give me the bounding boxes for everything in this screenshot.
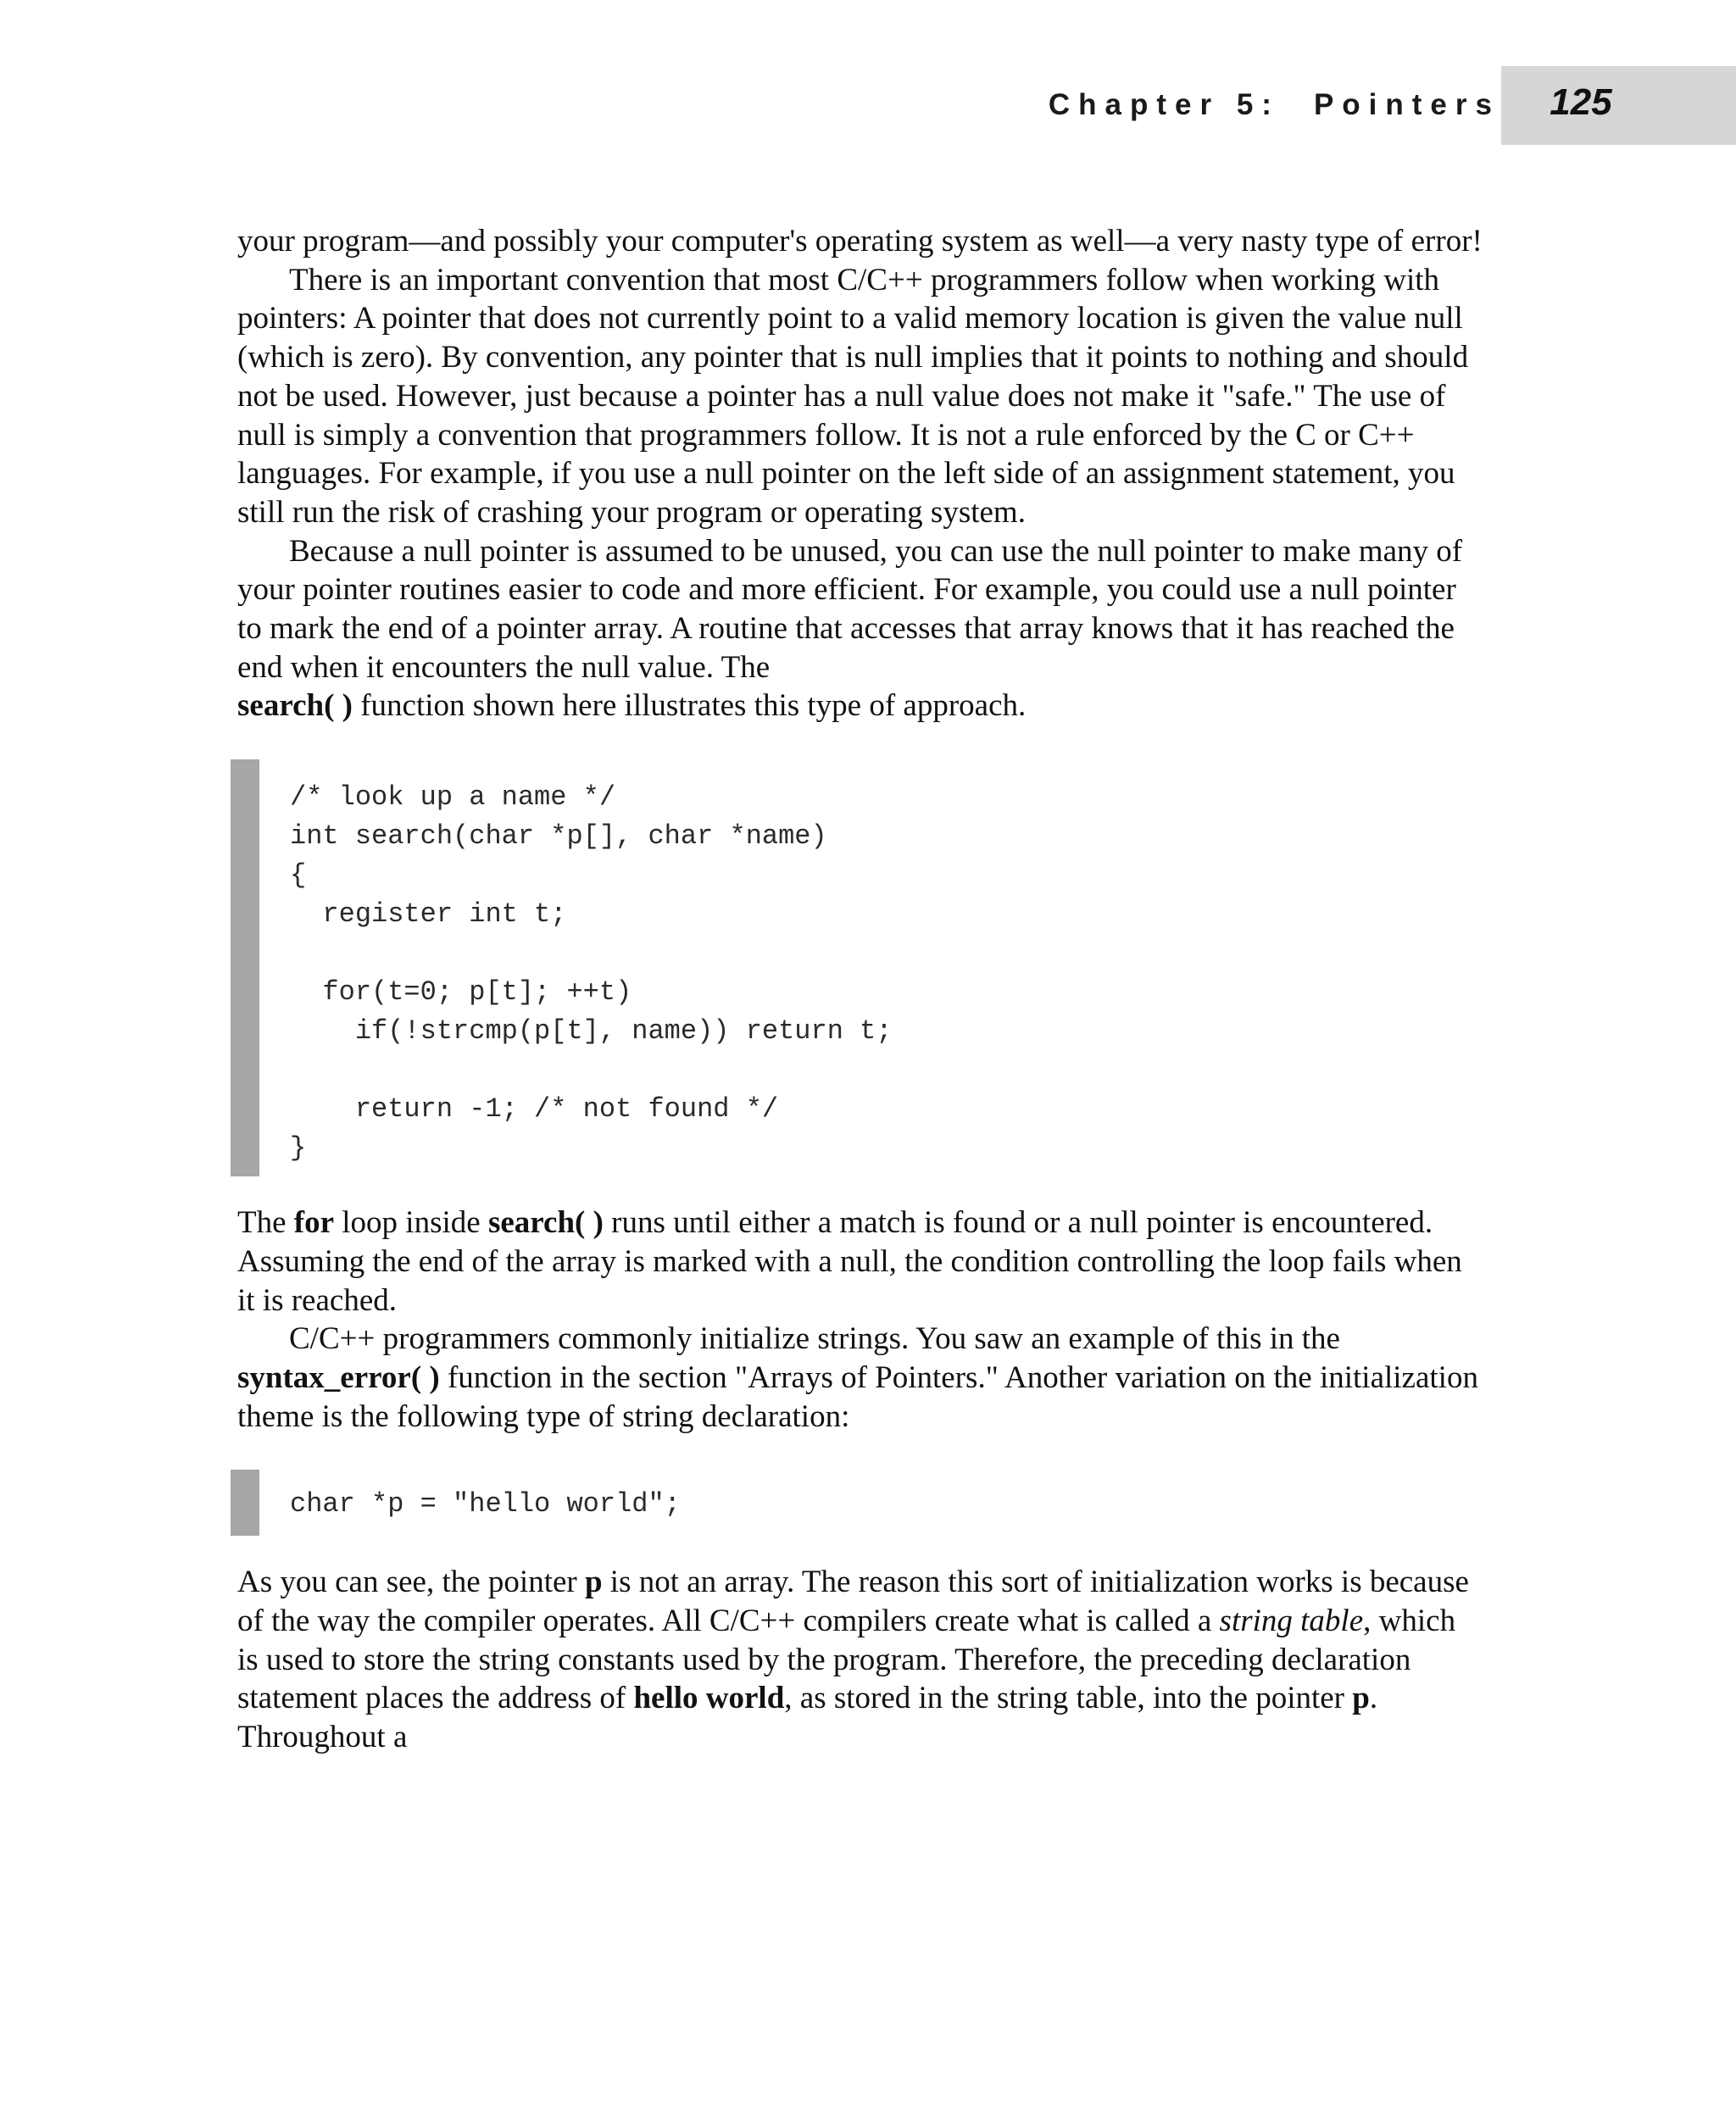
paragraph-1 — [237, 222, 1483, 261]
paragraph-6-text: , which is used to store the string constants used by the program. Therefore, the preceding declaration statement places the address of — [237, 1604, 1456, 1716]
paragraph-6-text: As you can see, the pointer — [237, 1565, 577, 1600]
inline-code-search: search( ) — [237, 688, 353, 724]
code-line: for(t=0; p[t]; ++t) — [290, 976, 632, 1009]
inline-code-p: p — [584, 1565, 603, 1600]
paragraph-6 — [237, 1563, 1483, 1757]
code-listing-search — [237, 759, 1483, 1176]
code-line: register int t; — [290, 898, 567, 931]
code-line: } — [290, 1132, 307, 1165]
code-line: if(!strcmp(p[t], name)) return t; — [290, 1015, 893, 1048]
code-line: return -1; /* not found */ — [290, 1093, 779, 1126]
page-body — [237, 222, 1483, 1757]
code-line: /* look up a name */ — [290, 781, 616, 814]
paragraph-4-text: runs until either a match is found or a null pointer is encountered. Assuming the end of the array is marked with a null, the condition controlling the loop fails when it is reached. — [237, 1205, 1462, 1318]
paragraph-6-text: . Throughout a — [237, 1681, 1378, 1755]
paragraph-6-text: , as stored in the string table, into the pointer — [784, 1681, 1345, 1716]
paragraph-1-text: your program—and possibly your computer's operating system as well—a very nasty type of error! — [237, 224, 1483, 259]
code-line: { — [290, 859, 307, 892]
paragraph-5-text: function in the section "Arrays of Pointers." Another variation on the initialization theme is the following type of string declaration: — [237, 1359, 1478, 1434]
emphasis-string-table: string table — [1219, 1604, 1364, 1639]
chapter-label: Chapter 5: — [1048, 88, 1280, 121]
inline-code-syntax-error: syntax_error( ) — [237, 1359, 440, 1395]
paragraph-3-text: Because a null pointer is assumed to be unused, you can use the null pointer to make many of your pointer routines easier to code and more efficient. For example, you could use a null pointer to mark the end of a pointer array. A routine that accesses that array knows that it has reached the end when it encounters the null value. The — [237, 533, 1463, 685]
paragraph-2-text: There is an important convention that most C/C++ programmers follow when working with pointers: A pointer that does not currently point to a valid memory location is given the value null (which is zero). By convention, any pointer that is null implies that it points to nothing and should not be used. However, just because a pointer has a null value does not make it "safe." The use of null is simply a convention that programmers follow. It is not a rule enforced by the C or C++ languages. For example, if you use a null pointer on the left side of an assignment statement, you still run the risk of crashing your program or operating system. — [237, 262, 1469, 530]
code-line: int search(char *p[], char *name) — [290, 820, 827, 853]
inline-code-p: p — [1352, 1681, 1370, 1716]
paragraph-4-text: loop inside — [342, 1205, 481, 1241]
inline-code-hello-world: hello world — [633, 1681, 785, 1716]
code-margin-bar — [231, 1470, 259, 1536]
code-line — [290, 1051, 1483, 1090]
code-line: char *p = "hello world"; — [290, 1488, 681, 1520]
paragraph-3 — [237, 532, 1483, 726]
inline-code-search: search( ) — [487, 1205, 604, 1241]
code-line — [290, 934, 1483, 973]
paragraph-5-text: C/C++ programmers commonly initialize strings. You saw an example of this in the — [289, 1321, 1340, 1357]
paragraph-3-tail: function shown here illustrates this type of approach. — [360, 688, 1027, 724]
paragraph-5 — [237, 1320, 1483, 1436]
paragraph-2 — [237, 261, 1483, 532]
running-head — [1049, 88, 1500, 122]
inline-code-for: for — [293, 1205, 335, 1241]
paragraph-4-text: The — [237, 1205, 287, 1241]
page-number: 125 — [1550, 81, 1612, 123]
code-margin-bar — [231, 759, 259, 1176]
chapter-title: Pointers — [1313, 88, 1500, 121]
paragraph-4 — [237, 1204, 1483, 1320]
paragraph-6-text: is not an array. The reason this sort of initialization works is because of the way the compiler operates. All C/C++ compilers create what is called a — [237, 1565, 1469, 1639]
code-listing-string-decl — [237, 1470, 1483, 1536]
